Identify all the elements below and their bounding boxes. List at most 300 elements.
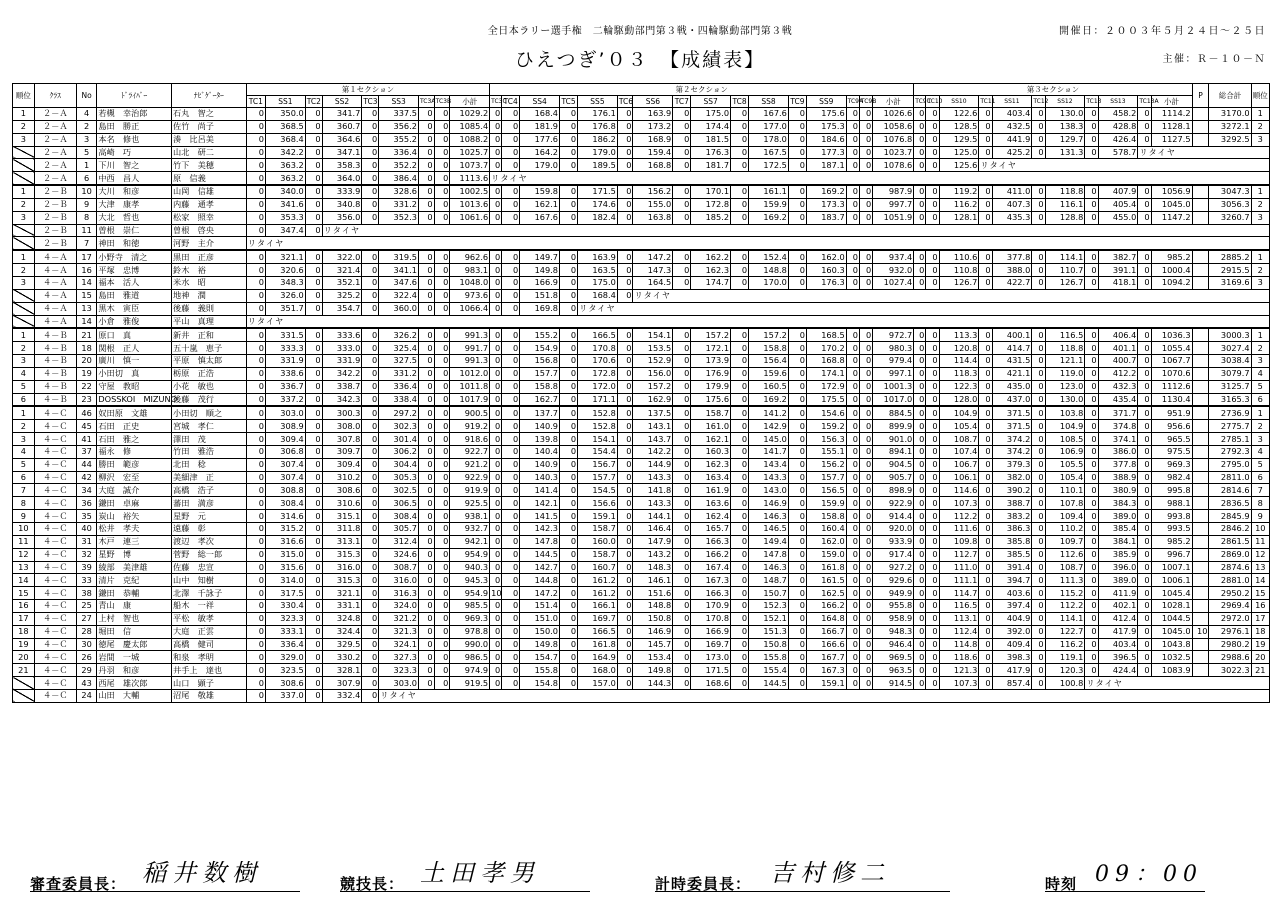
score-cell: 111.0 — [939, 561, 979, 574]
score-cell: 932.7 — [450, 523, 490, 536]
navigator-cell: 菅野 総一郎 — [172, 548, 247, 561]
score-cell: 0 — [305, 133, 322, 146]
score-cell: 353.3 — [266, 211, 306, 224]
judge-signature: 稲井数樹 — [142, 859, 262, 887]
score-cell: 0 — [434, 198, 450, 211]
score-cell: 165.7 — [691, 523, 731, 536]
score-cell: 170.2 — [806, 342, 846, 355]
rank-cell: 6 — [13, 471, 35, 484]
penalty-cell — [1192, 561, 1209, 574]
driver-cell: 徳尾 慶太郎 — [97, 638, 172, 651]
score-cell: 956.6 — [1151, 420, 1192, 433]
score-cell: 0 — [305, 548, 322, 561]
score-cell: 170.0 — [749, 276, 789, 289]
score-cell: 0 — [1085, 625, 1098, 638]
score-cell: 163.6 — [691, 497, 731, 510]
timing-label: 計時委員長： — [655, 875, 752, 893]
driver-cell: 星野 博 — [97, 548, 172, 561]
score-cell: 0 — [1085, 497, 1098, 510]
col-header-navigator: ﾅﾋﾞｹﾞｰﾀｰ — [172, 84, 247, 108]
penalty-cell — [1192, 612, 1209, 625]
table-row — [13, 587, 1270, 600]
score-cell: 0 — [846, 664, 859, 677]
score-cell: 417.9 — [1098, 625, 1138, 638]
score-cell: 354.7 — [322, 302, 362, 315]
score-cell: 0 — [846, 355, 859, 368]
score-cell: 1001.3 — [873, 380, 914, 393]
score-cell: 177.6 — [520, 133, 560, 146]
class-cell: ４－Ｃ — [34, 471, 76, 484]
score-cell: 154.6 — [806, 406, 846, 419]
score-cell: 0 — [362, 625, 379, 638]
score-cell: 323.5 — [266, 664, 306, 677]
score-cell: 0 — [846, 133, 859, 146]
score-cell: 0 — [788, 198, 806, 211]
score-cell: 0 — [914, 651, 926, 664]
score-cell: 0 — [859, 159, 872, 172]
col-header-stage: TC13A — [1138, 96, 1151, 108]
score-cell: 0 — [246, 328, 265, 341]
score-cell: 0 — [617, 355, 633, 368]
rank-cell: 2 — [13, 264, 35, 277]
score-cell: 302.5 — [379, 484, 419, 497]
score-cell: 129.5 — [939, 133, 979, 146]
score-cell: 0 — [846, 146, 859, 159]
score-cell: 0 — [434, 664, 450, 677]
score-cell: 1002.5 — [450, 185, 490, 198]
table-row — [13, 393, 1270, 406]
score-cell: 126.7 — [939, 276, 979, 289]
score-cell: 1044.5 — [1151, 612, 1192, 625]
score-cell: 176.1 — [578, 108, 618, 121]
score-cell: 0 — [673, 561, 691, 574]
score-cell: 159.6 — [749, 367, 789, 380]
score-cell: 996.7 — [1151, 548, 1192, 561]
score-cell: 385.4 — [1098, 523, 1138, 536]
score-cell: 155.8 — [520, 664, 560, 677]
score-cell: 0 — [1032, 250, 1045, 263]
penalty-cell — [1192, 548, 1209, 561]
class-cell: ４－Ａ — [34, 289, 76, 302]
driver-cell: 廣川 慎一 — [97, 355, 172, 368]
score-cell: 321.4 — [322, 264, 362, 277]
score-cell: 1056.9 — [1151, 185, 1192, 198]
score-cell: 156.8 — [520, 355, 560, 368]
score-cell: 0 — [560, 458, 578, 471]
score-cell: 172.8 — [691, 198, 731, 211]
score-cell: 0 — [305, 406, 322, 419]
score-cell: 0 — [362, 211, 379, 224]
rank-right-cell: 3 — [1251, 133, 1269, 146]
score-cell: 884.5 — [873, 406, 914, 419]
driver-cell: 下川 智之 — [97, 159, 172, 172]
penalty-cell — [1192, 651, 1209, 664]
score-cell: 144.5 — [749, 677, 789, 690]
score-cell: 0 — [246, 380, 265, 393]
number-cell: 27 — [76, 612, 96, 625]
rank-cell: 1 — [13, 185, 35, 198]
score-cell: 0 — [859, 497, 872, 510]
score-cell: 0 — [846, 406, 859, 419]
class-cell: ４－Ｂ — [34, 380, 76, 393]
score-cell: 146.4 — [633, 523, 673, 536]
score-cell: 175.6 — [806, 108, 846, 121]
score-cell: 139.8 — [520, 433, 560, 446]
retire-cell: リタイヤ — [379, 689, 1270, 702]
score-cell: 171.5 — [691, 664, 731, 677]
time-value: 09：00 — [1095, 862, 1203, 887]
class-cell: ２－Ｂ — [34, 237, 76, 250]
score-cell: 0 — [1032, 651, 1045, 664]
score-cell: 0 — [246, 224, 265, 237]
score-cell: 351.7 — [266, 302, 306, 315]
score-cell: 0 — [617, 587, 633, 600]
score-cell: 156.7 — [578, 458, 618, 471]
score-cell: 0 — [246, 250, 265, 263]
score-cell: 0 — [305, 651, 322, 664]
score-cell: 407.9 — [1098, 185, 1138, 198]
class-cell: ４－Ｃ — [34, 535, 76, 548]
navigator-cell: 沼尾 敬雄 — [172, 689, 247, 702]
score-cell: 997.1 — [873, 367, 914, 380]
score-cell: 0 — [434, 342, 450, 355]
navigator-cell: 地神 潤 — [172, 289, 247, 302]
retire-cell: リタイヤ — [578, 302, 1270, 315]
score-cell: 147.2 — [633, 250, 673, 263]
score-cell: 0 — [979, 535, 992, 548]
score-cell: 0 — [490, 471, 502, 484]
score-cell: 0 — [731, 146, 749, 159]
score-cell: 942.1 — [450, 535, 490, 548]
total-cell: 3272.1 — [1209, 120, 1251, 133]
total-cell: 2881.0 — [1209, 574, 1251, 587]
score-cell: 946.4 — [873, 638, 914, 651]
driver-cell: 鎌田 卓麻 — [97, 497, 172, 510]
score-cell: 0 — [914, 587, 926, 600]
score-cell: 0 — [914, 406, 926, 419]
score-cell: 0 — [1085, 133, 1098, 146]
col-header-section1: 第１セクション — [246, 84, 489, 96]
navigator-cell: 高橋 浩子 — [172, 484, 247, 497]
score-cell: 0 — [502, 625, 520, 638]
score-cell: 332.4 — [322, 689, 362, 702]
score-cell: 0 — [434, 497, 450, 510]
score-cell: 0 — [731, 108, 749, 121]
score-cell: 0 — [246, 689, 265, 702]
driver-cell: 綾部 美津雄 — [97, 561, 172, 574]
score-cell: 0 — [246, 600, 265, 613]
score-cell: 0 — [490, 355, 502, 368]
score-cell: 161.5 — [806, 574, 846, 587]
score-cell: 0 — [502, 587, 520, 600]
score-cell: 148.3 — [633, 561, 673, 574]
class-cell: ２－Ａ — [34, 159, 76, 172]
score-cell: 166.2 — [691, 548, 731, 561]
rank-right-cell: 17 — [1251, 612, 1269, 625]
score-cell: 0 — [731, 342, 749, 355]
score-cell: 142.3 — [520, 523, 560, 536]
rank-cell: 20 — [13, 651, 35, 664]
score-cell: 0 — [859, 484, 872, 497]
score-cell: 0 — [914, 380, 926, 393]
score-cell: 417.9 — [992, 664, 1032, 677]
table-row — [13, 625, 1270, 638]
score-cell: 0 — [731, 664, 749, 677]
score-cell: 0 — [859, 342, 872, 355]
score-cell: 0 — [914, 445, 926, 458]
score-cell: 0 — [434, 108, 450, 121]
score-cell: 0 — [788, 612, 806, 625]
score-cell: 988.1 — [1151, 497, 1192, 510]
navigator-cell: 北田 稔 — [172, 458, 247, 471]
score-cell: 0 — [926, 420, 939, 433]
score-cell: 0 — [859, 561, 872, 574]
score-cell: 166.7 — [806, 625, 846, 638]
total-cell: 3038.4 — [1209, 355, 1251, 368]
score-cell: 0 — [859, 211, 872, 224]
navigator-cell: 小田切 順之 — [172, 406, 247, 419]
score-cell: 0 — [788, 355, 806, 368]
score-cell: 0 — [979, 380, 992, 393]
score-cell: 0 — [731, 445, 749, 458]
score-cell: 331.1 — [322, 600, 362, 613]
score-cell: 0 — [979, 198, 992, 211]
score-cell: 0 — [673, 342, 691, 355]
score-cell: 0 — [926, 484, 939, 497]
score-cell: 1067.7 — [1151, 355, 1192, 368]
score-cell: 0 — [1032, 612, 1045, 625]
score-cell: 0 — [1138, 342, 1151, 355]
score-cell: 0 — [926, 146, 939, 159]
score-cell: 176.3 — [691, 146, 731, 159]
table-row — [13, 600, 1270, 613]
score-cell: 920.0 — [873, 523, 914, 536]
score-cell: 0 — [502, 445, 520, 458]
score-cell: 175.0 — [691, 108, 731, 121]
score-cell: 927.2 — [873, 561, 914, 574]
score-cell: 1055.4 — [1151, 342, 1192, 355]
score-cell: 0 — [1138, 600, 1151, 613]
score-cell: 425.2 — [992, 146, 1032, 159]
score-cell: 0 — [1138, 433, 1151, 446]
score-cell: 110.2 — [1045, 523, 1085, 536]
score-cell: 0 — [673, 328, 691, 341]
score-cell: 0 — [305, 471, 322, 484]
score-cell: 0 — [502, 367, 520, 380]
score-cell: 176.3 — [806, 276, 846, 289]
driver-cell: 大庭 誠介 — [97, 484, 172, 497]
score-cell: 0 — [362, 302, 379, 315]
score-cell: 0 — [673, 625, 691, 638]
score-cell: 0 — [617, 638, 633, 651]
score-cell: 0 — [362, 328, 379, 341]
score-cell: 975.5 — [1151, 445, 1192, 458]
score-cell: 0 — [859, 250, 872, 263]
table-row — [13, 315, 1270, 328]
score-cell: 0 — [859, 120, 872, 133]
score-cell: 153.5 — [633, 342, 673, 355]
score-cell: 174.7 — [691, 276, 731, 289]
score-cell: 0 — [502, 612, 520, 625]
score-cell: 0 — [362, 445, 379, 458]
score-cell: 0 — [914, 625, 926, 638]
score-cell: 0 — [914, 211, 926, 224]
driver-cell: 守屋 教昭 — [97, 380, 172, 393]
score-cell: 0 — [418, 406, 434, 419]
score-cell: 0 — [490, 523, 502, 536]
score-cell: 175.6 — [691, 393, 731, 406]
score-cell: 0 — [434, 211, 450, 224]
score-cell: 141.5 — [520, 510, 560, 523]
score-cell: 166.3 — [691, 535, 731, 548]
score-cell: 167.7 — [806, 651, 846, 664]
score-cell: 0 — [305, 224, 322, 237]
score-cell: 933.9 — [873, 535, 914, 548]
score-cell: 10 — [491, 587, 502, 598]
total-cell: 2861.5 — [1209, 535, 1251, 548]
penalty-cell — [1192, 664, 1209, 677]
score-cell: 1114.2 — [1151, 108, 1192, 121]
score-cell: 0 — [1032, 198, 1045, 211]
score-cell: 121.3 — [939, 664, 979, 677]
score-cell: 140.3 — [520, 471, 560, 484]
score-cell: 114.1 — [1045, 612, 1085, 625]
score-cell: 0 — [246, 185, 265, 198]
score-cell: 974.9 — [450, 664, 490, 677]
class-cell: ４－Ｃ — [34, 445, 76, 458]
score-cell: 0 — [418, 445, 434, 458]
total-cell: 3292.5 — [1209, 133, 1251, 146]
table-row — [13, 406, 1270, 419]
score-cell: 0 — [305, 625, 322, 638]
score-cell: 169.2 — [749, 211, 789, 224]
score-cell: 0 — [979, 146, 992, 159]
table-row — [13, 302, 1270, 315]
score-cell: 147.2 — [520, 587, 560, 600]
score-cell: 0 — [246, 420, 265, 433]
score-cell: 0 — [434, 638, 450, 651]
score-cell: 0 — [1032, 497, 1045, 510]
score-cell: 0 — [926, 445, 939, 458]
score-cell: 0 — [305, 600, 322, 613]
score-cell: 147.3 — [633, 264, 673, 277]
score-cell: 0 — [434, 612, 450, 625]
score-cell: 0 — [914, 355, 926, 368]
score-cell: 0 — [788, 561, 806, 574]
score-cell: 0 — [788, 342, 806, 355]
score-cell: 1045.0 — [1151, 625, 1192, 638]
score-cell: 0 — [1138, 393, 1151, 406]
score-cell: 0 — [617, 367, 633, 380]
number-cell: 7 — [76, 237, 96, 250]
score-cell: 0 — [560, 380, 578, 393]
score-cell: 0 — [731, 380, 749, 393]
total-cell: 2845.9 — [1209, 510, 1251, 523]
score-cell: 0 — [673, 420, 691, 433]
score-cell: 155.1 — [806, 445, 846, 458]
score-cell: 0 — [788, 276, 806, 289]
score-cell: 985.2 — [1151, 535, 1192, 548]
penalty-cell — [1192, 433, 1209, 446]
score-cell: 0 — [560, 510, 578, 523]
col-header-stage: SS10 — [939, 96, 979, 108]
score-cell: 0 — [362, 548, 379, 561]
score-cell: 106.1 — [939, 471, 979, 484]
score-cell: 0 — [560, 433, 578, 446]
score-cell: 159.9 — [806, 497, 846, 510]
score-cell: 0 — [731, 276, 749, 289]
score-cell: 0 — [418, 612, 434, 625]
total-cell: 2885.2 — [1209, 250, 1251, 263]
score-cell: 105.4 — [939, 420, 979, 433]
number-cell: 15 — [76, 289, 96, 302]
score-cell: 130.0 — [1045, 108, 1085, 121]
score-cell: 158.7 — [578, 548, 618, 561]
table-row — [13, 484, 1270, 497]
score-cell: 0 — [1032, 264, 1045, 277]
score-cell: 112.2 — [1045, 600, 1085, 613]
score-cell: 0 — [846, 548, 859, 561]
judge-label: 審査委員長： — [30, 875, 127, 893]
score-cell: 0 — [617, 535, 633, 548]
score-cell: 0 — [788, 367, 806, 380]
score-cell: 0 — [1085, 561, 1098, 574]
score-cell: 396.0 — [1098, 561, 1138, 574]
score-cell: 0 — [1032, 510, 1045, 523]
score-cell: 0 — [502, 276, 520, 289]
score-cell: 431.5 — [992, 355, 1032, 368]
score-cell: 0 — [560, 133, 578, 146]
navigator-cell: 曽根 啓央 — [172, 224, 247, 237]
score-cell: 140.4 — [520, 445, 560, 458]
score-cell: 0 — [1032, 185, 1045, 198]
score-cell: 914.4 — [873, 510, 914, 523]
score-cell: 0 — [418, 264, 434, 277]
score-cell: 0 — [418, 484, 434, 497]
penalty-cell — [1192, 497, 1209, 510]
score-cell: 0 — [673, 250, 691, 263]
score-cell: 0 — [1032, 276, 1045, 289]
score-cell: 389.0 — [1098, 510, 1138, 523]
score-cell: 428.8 — [1098, 120, 1138, 133]
score-cell: 1078.6 — [873, 159, 914, 172]
score-cell: 919.9 — [450, 484, 490, 497]
score-cell: 341.6 — [266, 198, 306, 211]
score-cell: 141.4 — [520, 484, 560, 497]
score-cell: 157.2 — [691, 328, 731, 341]
score-cell: 904.5 — [873, 458, 914, 471]
score-cell: 1017.0 — [873, 393, 914, 406]
score-cell: 1006.1 — [1151, 574, 1192, 587]
navigator-cell: 美細津 正 — [172, 471, 247, 484]
score-cell: 0 — [617, 276, 633, 289]
score-cell: 0 — [926, 612, 939, 625]
score-cell: 1023.7 — [873, 146, 914, 159]
total-cell: 2814.6 — [1209, 484, 1251, 497]
score-cell: 342.2 — [322, 367, 362, 380]
score-cell: 0 — [246, 625, 265, 638]
score-cell: 0 — [914, 510, 926, 523]
score-cell: 320.6 — [266, 264, 306, 277]
score-cell: 0 — [560, 302, 578, 315]
score-cell: 164.2 — [520, 146, 560, 159]
score-cell: 159.4 — [633, 146, 673, 159]
score-cell: 1032.5 — [1151, 651, 1192, 664]
class-cell: ２－Ａ — [34, 172, 76, 185]
score-cell: 0 — [418, 510, 434, 523]
score-cell: 0 — [1032, 380, 1045, 393]
total-cell: 3056.3 — [1209, 198, 1251, 211]
